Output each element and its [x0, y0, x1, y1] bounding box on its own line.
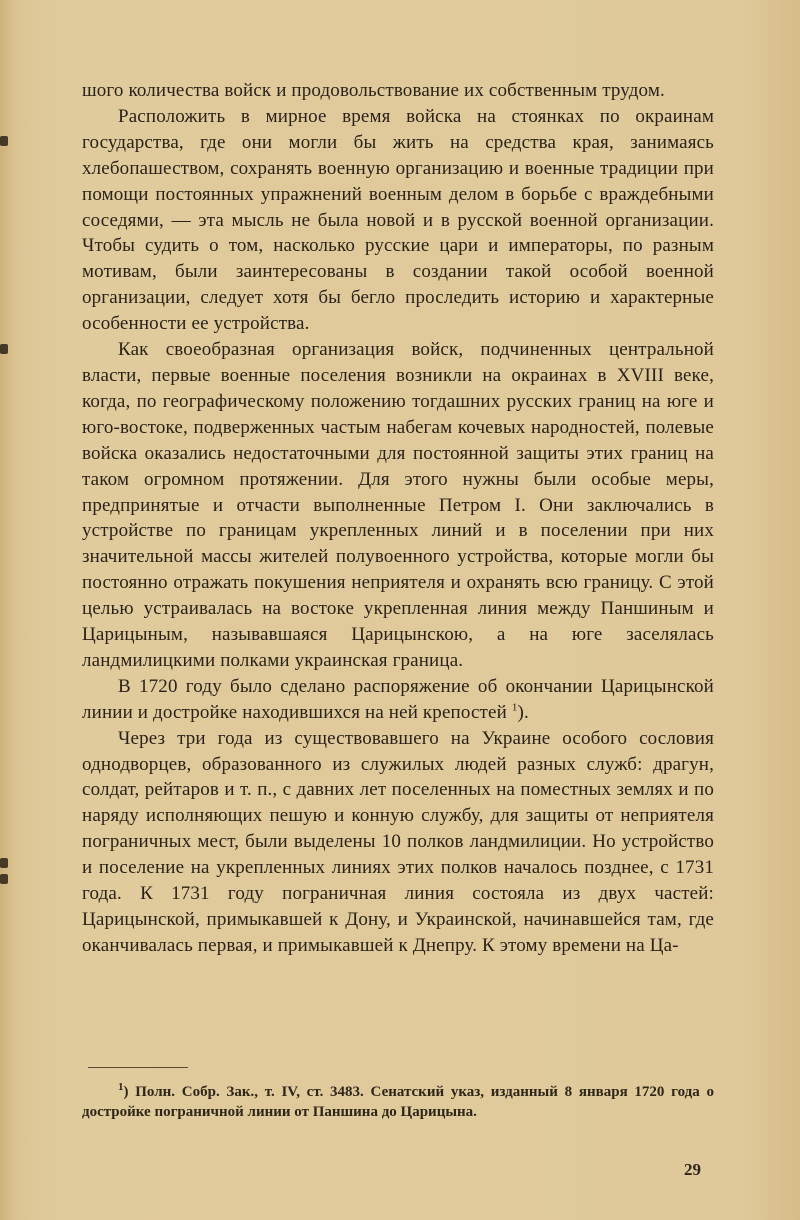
footnote-marker-paren: ) [123, 1084, 129, 1100]
footnote-separator [88, 1067, 188, 1068]
footnote-reference-paren: ) [517, 701, 524, 723]
paragraph-3: Как своеобразная организация войск, подчиненных центральной власти, первые военные поселения возникли на окраинах в XVIII веке, когда, по географическому положению тогдашних русских границ на юге и юго-востоке, подверженных частым набегам кочевых народностей, полевые войска оказались недостаточными для постоянной защиты этих границ на таком огромном протяжении. Для этого нужны были особые меры, предпринятые и отчасти выполненные Петром I. Они заключались в устройстве по границам укрепленных линий и в поселении при них значительной массы жителей полувоенного устройства, которые могли бы постоянно отражать покушения неприятеля и охранять всю границу. С этой целью устраивалась на востоке укрепленная линия между Паншиным и Царицыным, называвшаяся Царицынскою, а на юге заселялась ландмилицкими полками украинская граница. [82, 339, 714, 671]
paragraph-4-text: В 1720 году было сделано распоряжение об окончании Царицынской линии и достройке находившихся на ней крепостей [82, 675, 714, 723]
paragraph-4 [82, 674, 714, 726]
footnote-text: Полн. Собр. Зак., т. IV, ст. 3483. Сенатский указ, изданный 8 января 1720 года о достройке пограничной линии от Паншина до Царицына. [82, 1084, 715, 1120]
binding-mark [0, 858, 8, 868]
binding-mark [0, 874, 8, 884]
paragraph-1: шого количества войск и продовольствование их собственным трудом. [82, 80, 665, 101]
body-text [82, 78, 714, 959]
paragraph-2: Расположить в мирное время войска на стоянках по окраинам государства, где они могли бы жить на средства края, занимаясь хлебопашеством, сохранять военную организацию и военные традиции при помощи постоянных упражнений военным делом в борьбе с враждебными соседями, — эта мысль не была новой и в русской военной организации. Чтобы судить о том, насколько русские цари и императоры, по разным мотивам, были заинтересованы в создании такой особой военной организации, следует хотя бы бегло проследить историю и характерные особенности ее устройства. [82, 105, 714, 335]
page-number: 29 [684, 1160, 701, 1179]
paragraph-5: Через три года из существовавшего на Украине особого сословия однодворцев, образованного из служилых людей разных служб: драгун, солдат, рейтаров и т. п., с давних лет поселенных на поместных землях и по наряду исполняющих пешую и конную службу, для защиты от неприятеля пограничных мест, были выделены 10 полков ландмилиции. Но устройство и поселение на укрепленных линиях этих полков началось позднее, с 1731 года. К 1731 году пограничная линия состояла из двух частей: Царицынской, примыкавшей к Дону, и Украинской, начинавшейся там, где оканчивалась первая, и примыкавшей к Днепру. К этому времени на Ца- [82, 727, 714, 956]
footnote-reference: 1 [511, 701, 518, 714]
binding-mark [0, 344, 8, 354]
footnote-marker: 1 [118, 1081, 124, 1093]
footnote [82, 1083, 714, 1122]
binding-mark [0, 136, 8, 146]
paragraph-4-end: . [523, 701, 529, 723]
